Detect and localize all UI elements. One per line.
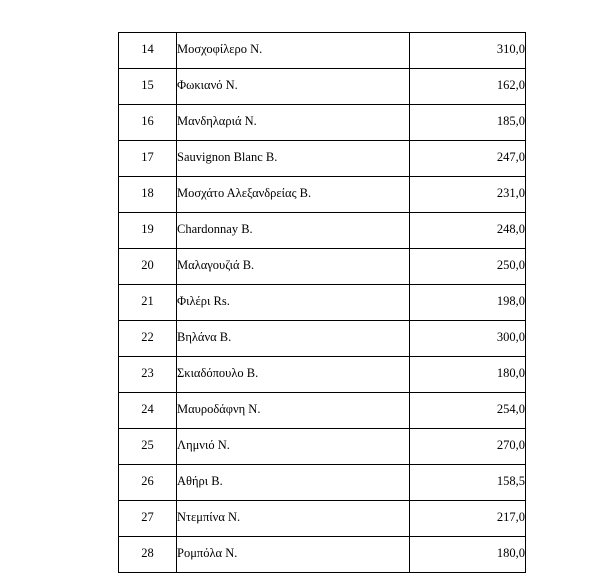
table-row [119, 465, 526, 501]
cell-index: 21 [119, 285, 177, 321]
table-row [119, 177, 526, 213]
cell-index: 26 [119, 465, 177, 501]
cell-index: 18 [119, 177, 177, 213]
cell-variety: Sauvignon Blanc Β. [177, 141, 410, 177]
table-row [119, 285, 526, 321]
cell-index: 17 [119, 141, 177, 177]
grape-variety-table [118, 32, 526, 573]
table-row [119, 393, 526, 429]
table-row [119, 213, 526, 249]
cell-variety: Φωκιανό Ν. [177, 69, 410, 105]
cell-variety: Μοσχάτο Αλεξανδρείας Β. [177, 177, 410, 213]
cell-amount: 158,5 [410, 465, 526, 501]
cell-variety: Ρομπόλα Ν. [177, 537, 410, 573]
table-row [119, 33, 526, 69]
cell-amount: 231,0 [410, 177, 526, 213]
cell-variety: Σκιαδόπουλο Β. [177, 357, 410, 393]
cell-amount: 180,0 [410, 537, 526, 573]
cell-index: 16 [119, 105, 177, 141]
cell-amount: 198,0 [410, 285, 526, 321]
table-container [118, 32, 524, 573]
cell-variety: Chardonnay Β. [177, 213, 410, 249]
cell-amount: 250,0 [410, 249, 526, 285]
cell-amount: 247,0 [410, 141, 526, 177]
cell-amount: 270,0 [410, 429, 526, 465]
cell-variety: Αθήρι Β. [177, 465, 410, 501]
cell-index: 22 [119, 321, 177, 357]
table-row [119, 429, 526, 465]
cell-index: 23 [119, 357, 177, 393]
cell-variety: Μαλαγουζιά Β. [177, 249, 410, 285]
cell-amount: 162,0 [410, 69, 526, 105]
cell-index: 19 [119, 213, 177, 249]
cell-amount: 254,0 [410, 393, 526, 429]
table-row [119, 69, 526, 105]
table-body [119, 33, 526, 573]
cell-variety: Βηλάνα Β. [177, 321, 410, 357]
cell-amount: 217,0 [410, 501, 526, 537]
cell-index: 28 [119, 537, 177, 573]
cell-amount: 180,0 [410, 357, 526, 393]
cell-variety: Μοσχοφίλερο Ν. [177, 33, 410, 69]
cell-amount: 300,0 [410, 321, 526, 357]
table-row [119, 537, 526, 573]
cell-amount: 185,0 [410, 105, 526, 141]
table-row [119, 321, 526, 357]
cell-variety: Μαυροδάφνη Ν. [177, 393, 410, 429]
cell-amount: 248,0 [410, 213, 526, 249]
cell-index: 15 [119, 69, 177, 105]
table-row [119, 105, 526, 141]
cell-index: 27 [119, 501, 177, 537]
cell-variety: Φιλέρι Rs. [177, 285, 410, 321]
cell-variety: Ντεμπίνα Ν. [177, 501, 410, 537]
cell-index: 24 [119, 393, 177, 429]
cell-index: 20 [119, 249, 177, 285]
cell-variety: Λημνιό Ν. [177, 429, 410, 465]
cell-amount: 310,0 [410, 33, 526, 69]
cell-variety: Μανδηλαριά Ν. [177, 105, 410, 141]
cell-index: 25 [119, 429, 177, 465]
table-row [119, 501, 526, 537]
table-row [119, 249, 526, 285]
table-row [119, 141, 526, 177]
table-row [119, 357, 526, 393]
cell-index: 14 [119, 33, 177, 69]
